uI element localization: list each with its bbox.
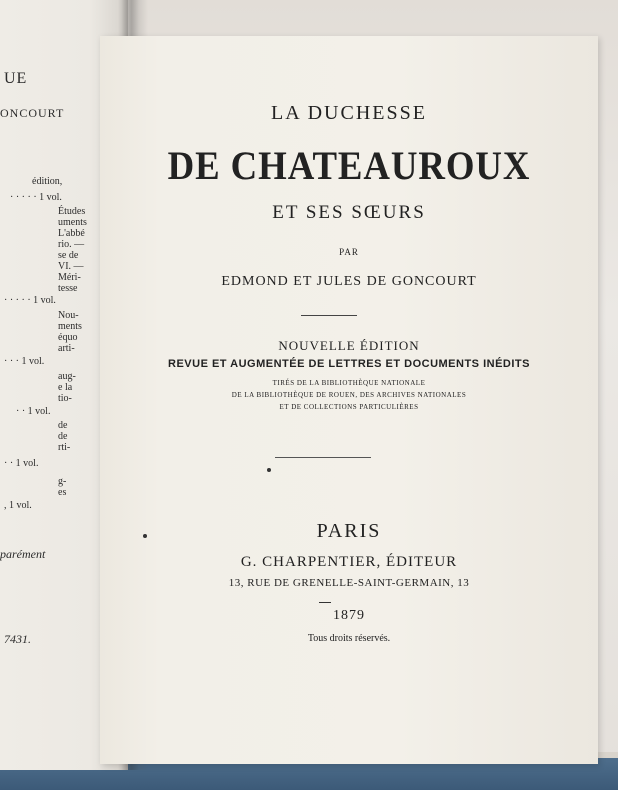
divider-rule xyxy=(275,457,371,458)
left-page-text: uments xyxy=(58,217,87,228)
address: 13, RUE DE GRENELLE-SAINT-GERMAIN, 13 xyxy=(228,577,470,589)
left-page-text: arti- xyxy=(58,343,75,354)
title-line-1: LA DUCHESSE xyxy=(271,102,427,124)
title-line-3: ET SES SŒURS xyxy=(272,202,426,223)
left-page-text: es xyxy=(58,487,67,498)
left-page-text: édition, xyxy=(32,176,63,187)
title-line-2: DE CHATEAUROUX xyxy=(167,143,531,188)
left-page-text: de xyxy=(58,431,68,442)
left-page-text: , 1 vol. xyxy=(4,500,32,511)
left-page-text: parément xyxy=(0,547,46,561)
edition-subtitle: REVUE ET AUGMENTÉE DE LETTRES ET DOCUMENTS INÉDITS xyxy=(168,358,530,370)
left-page-text: · · · 1 vol. xyxy=(4,356,45,367)
left-page-text: aug- xyxy=(58,371,76,382)
city: PARIS xyxy=(316,520,382,542)
divider-rule xyxy=(301,315,357,316)
left-page-text: · · · · · 1 vol. xyxy=(10,192,62,203)
left-page-text: 7431. xyxy=(4,632,31,646)
left-page-text: rti- xyxy=(58,442,71,453)
left-page-text: équo xyxy=(58,332,78,343)
left-page-text: g- xyxy=(58,476,67,487)
left-page-text: · · · · · 1 vol. xyxy=(4,295,56,306)
publisher: G. CHARPENTIER, ÉDITEUR xyxy=(240,554,458,570)
left-page-text: Nou- xyxy=(58,310,79,321)
left-page-text: rio. — xyxy=(58,239,85,250)
left-page-text: Méri- xyxy=(58,272,81,283)
source-line-3: ET DE COLLECTIONS PARTICULIÈRES xyxy=(279,403,419,411)
edition: NOUVELLE ÉDITION xyxy=(278,338,420,353)
left-page-text: ments xyxy=(58,321,82,332)
left-page-text: L'abbé xyxy=(58,228,85,239)
left-page-text: VI. — xyxy=(58,261,84,272)
source-line-2: DE LA BIBLIOTHÈQUE DE ROUEN, DES ARCHIVES NATIONALES xyxy=(231,391,467,399)
left-page-text: · · 1 vol. xyxy=(16,406,51,417)
source-line-1: TIRÉS DE LA BIBLIOTHÈQUE NATIONALE xyxy=(272,379,426,387)
left-page-text: se de xyxy=(58,250,79,261)
year: 1879 xyxy=(333,608,365,623)
left-page-text: de xyxy=(58,420,68,431)
left-page-text: ONCOURT xyxy=(0,106,65,120)
left-page-text: Études xyxy=(58,206,86,217)
by-line: PAR xyxy=(339,247,359,257)
left-page-text: e la xyxy=(58,382,73,393)
title-page xyxy=(100,36,598,764)
left-page-text: tesse xyxy=(58,283,78,294)
divider-rule xyxy=(319,602,331,603)
left-page-text: UE xyxy=(4,70,28,87)
rights: Tous droits réservés. xyxy=(307,633,391,644)
authors: EDMOND ET JULES DE GONCOURT xyxy=(221,274,477,289)
ink-dot xyxy=(267,468,271,472)
left-page-text: tio- xyxy=(58,393,72,404)
left-page-text: · · 1 vol. xyxy=(4,458,39,469)
